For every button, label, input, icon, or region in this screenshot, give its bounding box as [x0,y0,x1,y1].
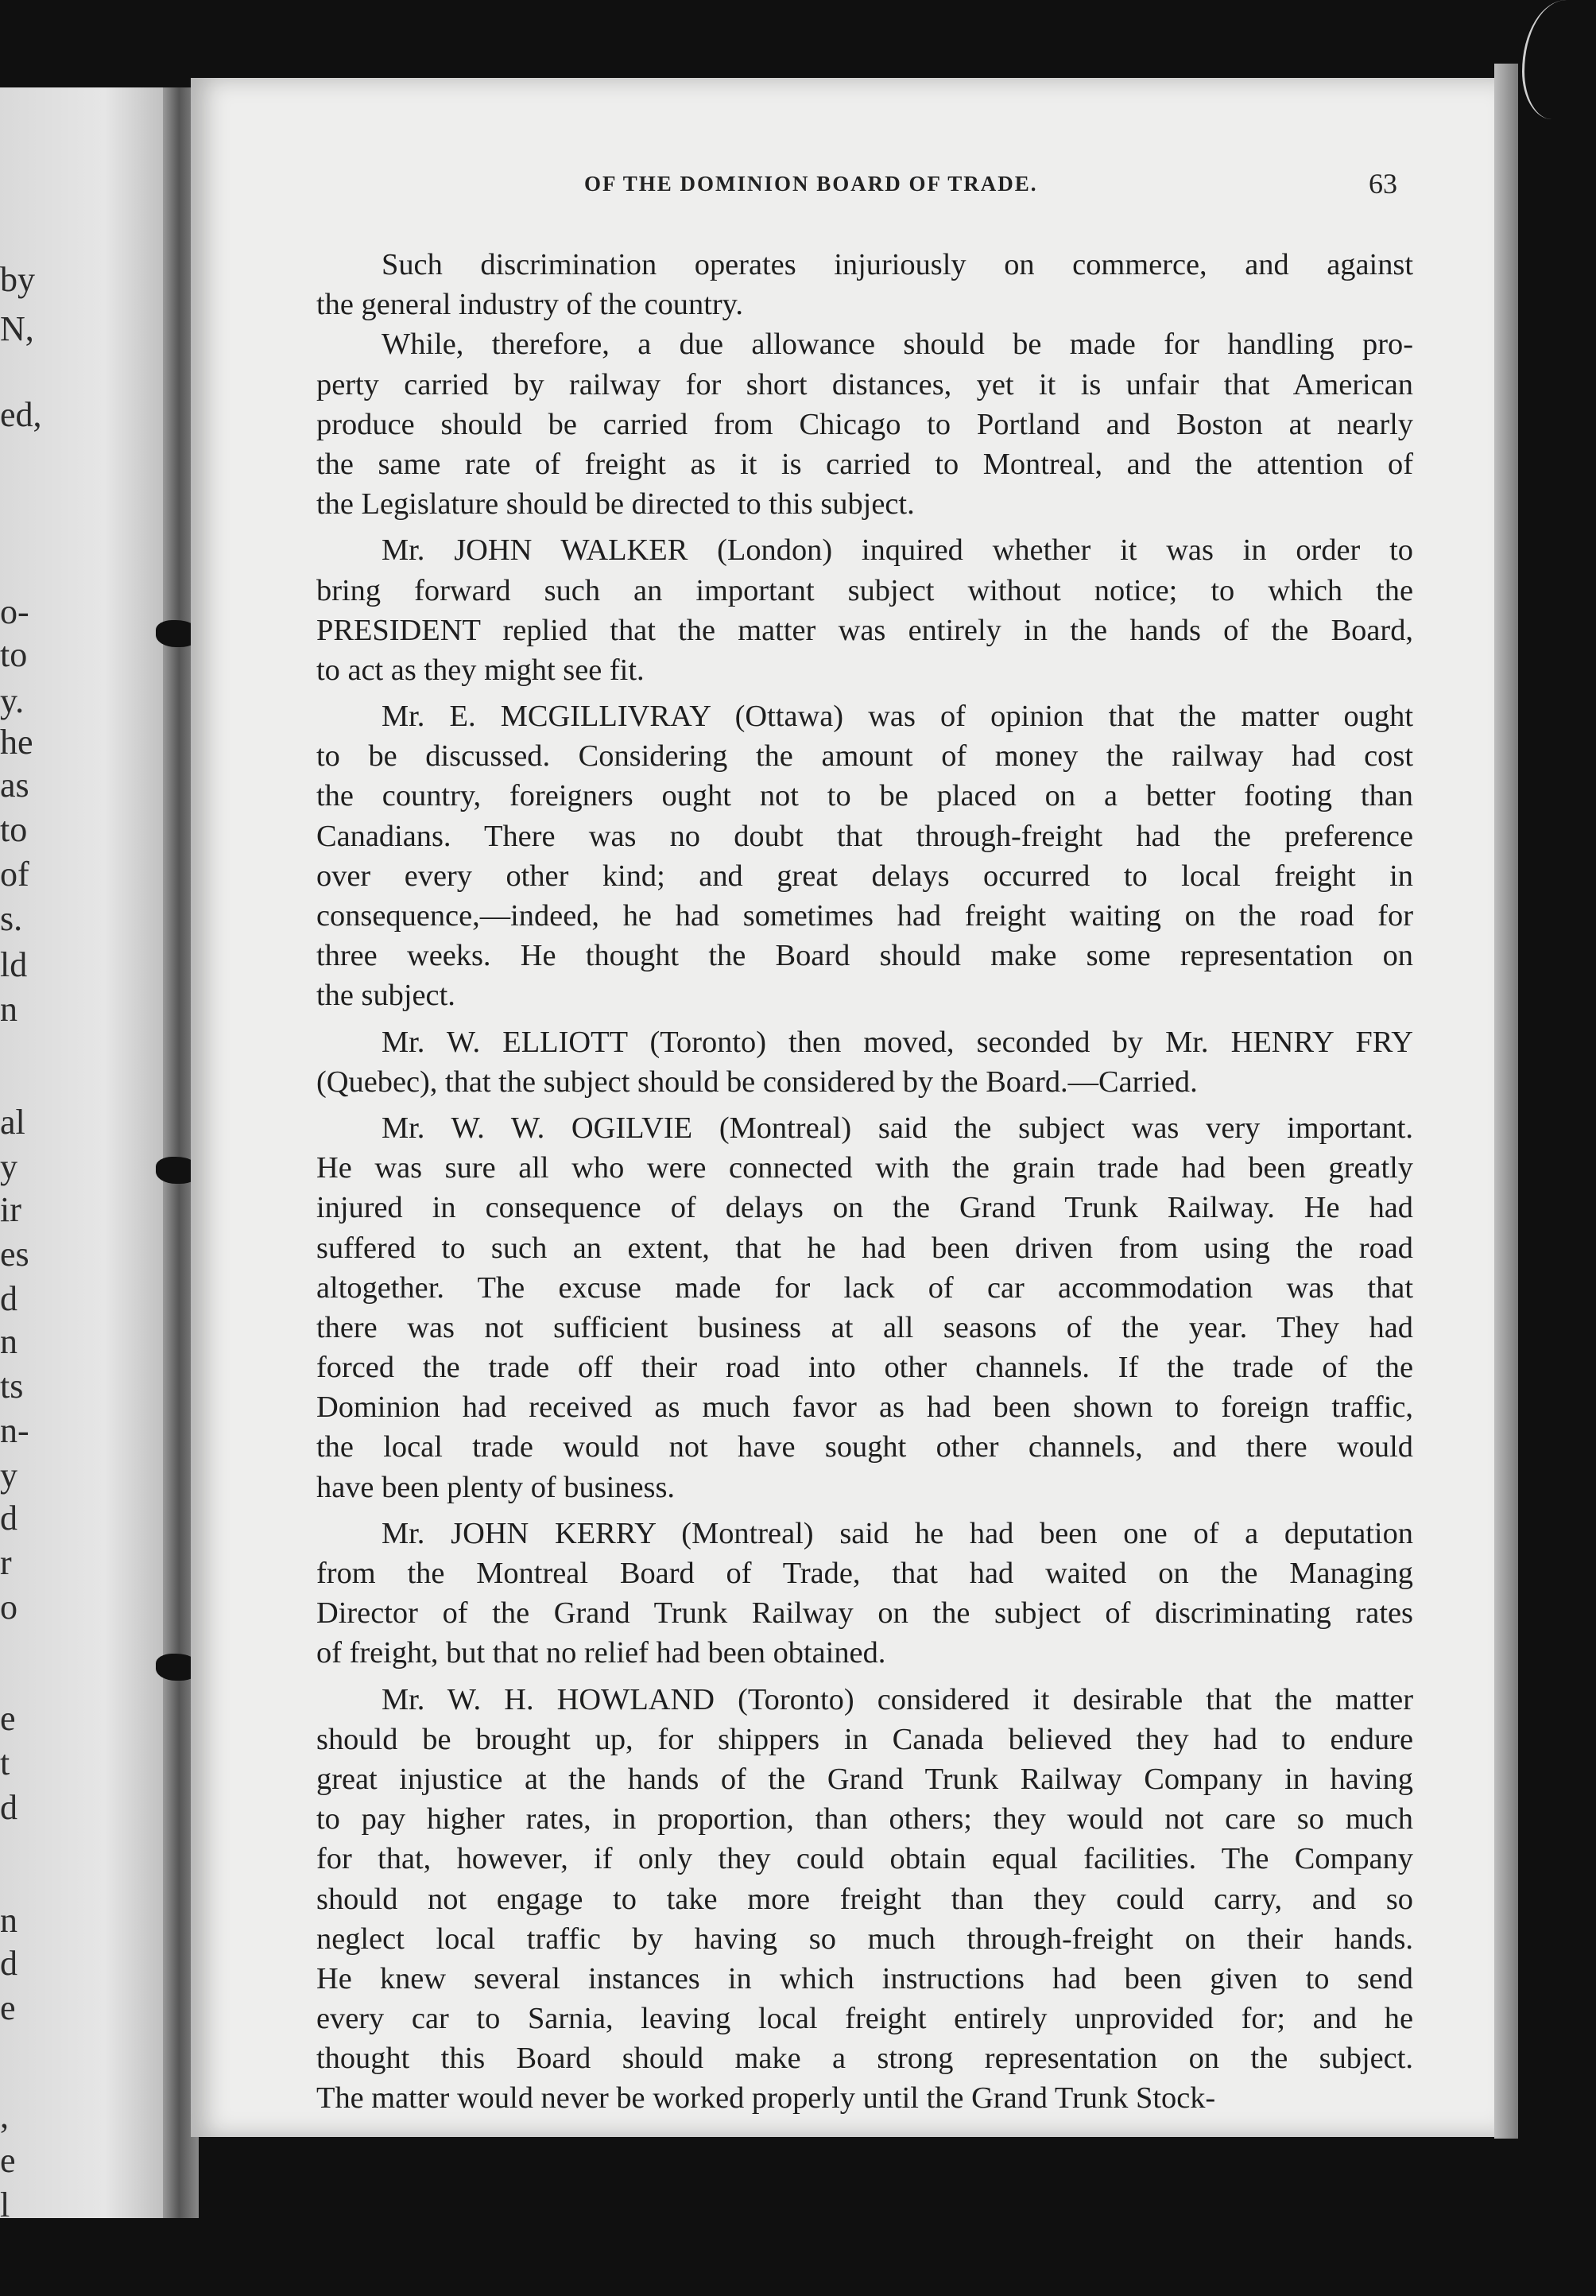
previous-page-fragment: d [0,1499,17,1538]
text-line: Such discrimination operates injuriously on commerce, and against [382,248,1413,281]
previous-page-fragment: o [0,1588,17,1627]
text-line: forced the trade off their road into other channels. If the trade of the [316,1351,1413,1385]
text-line: three weeks. He thought the Board should make some representation on [316,939,1413,973]
text-line: Mr. E. MCGILLIVRAY (Ottawa) was of opinion that the matter ought [382,700,1413,734]
text-line: PRESIDENT replied that the matter was entirely in the hands of the Board, [316,613,1413,647]
paragraph [316,324,1413,524]
previous-page-fragment: e [0,1988,16,2027]
previous-page-fragment: d [0,1944,17,1983]
previous-page-fragment: to [0,810,28,849]
paragraph [316,1680,1413,2119]
text-line: (Quebec), that the subject should be considered by the Board.—Carried. [316,1065,1198,1099]
text-line: produce should be carried from Chicago to Portland and Boston at nearly [316,407,1413,441]
body-text [316,245,1413,2119]
previous-page-fragment: , [0,2096,9,2135]
previous-page-fragment: ir [0,1190,21,1229]
previous-page-fragment: ed, [0,395,42,434]
text-line: for that, however, if only they could obtain equal facilities. The Company [316,1842,1413,1876]
text-line: the same rate of freight as it is carried to Montreal, and the attention of [316,447,1413,481]
text-line: Mr. JOHN WALKER (London) inquired whether it was in order to [382,533,1413,568]
paragraph [316,1514,1413,1674]
previous-page-fragment: y [0,1456,17,1495]
text-line: Canadians. There was no doubt that through-freight had the preference [316,819,1413,853]
page-stack-edge [1494,64,1518,2139]
text-line: have been plenty of business. [316,1470,675,1504]
previous-page-fragment: to [0,635,28,674]
previous-page-fragment: t [0,1743,10,1782]
previous-page-fragment: al [0,1103,25,1142]
text-line: the Legislature should be directed to this subject. [316,487,915,522]
paragraph [316,1108,1413,1507]
text-line: over every other kind; and great delays occurred to local freight in [316,859,1413,893]
previous-page-fragment: y [0,1147,17,1186]
text-line: the subject. [316,979,455,1013]
previous-page-fragment: N, [0,309,34,348]
previous-page-fragment: y. [0,681,25,720]
text-line: to be discussed. Considering the amount of money the railway had cost [316,739,1413,774]
previous-page-fragment: by [0,260,35,299]
text-line: Mr. JOHN KERRY (Montreal) said he had been one of a deputation [382,1516,1413,1550]
text-line: perty carried by railway for short distances, yet it is unfair that American [316,367,1413,401]
text-line: injured in consequence of delays on the Grand Trunk Railway. He had [316,1191,1413,1225]
text-line: bring forward such an important subject without notice; to which the [316,573,1413,607]
text-line: While, therefore, a due allowance should be made for handling pro- [382,328,1413,362]
previous-page-fragment: r [0,1543,12,1582]
text-line: He was sure all who were connected with the grain trade had been greatly [316,1151,1413,1185]
running-head-title: OF THE DOMINION BOARD OF TRADE. [584,172,1038,196]
text-line: He knew several instances in which instructions had been given to send [316,1961,1413,1995]
text-line: Mr. W. ELLIOTT (Toronto) then moved, seconded by Mr. HENRY FRY [382,1025,1413,1059]
text-line: consequence,—indeed, he had sometimes had freight waiting on the road for [316,899,1413,933]
paragraph-gap [316,1102,1413,1108]
text-line: altogether. The excuse made for lack of car accommodation was that [316,1270,1413,1305]
paragraph-gap [316,524,1413,530]
previous-page-fragment: he [0,723,33,762]
previous-page-fragment: e [0,2141,16,2180]
paragraph [316,245,1413,324]
text-line: should be brought up, for shippers in Canada believed they had to endure [316,1722,1413,1756]
previous-page-fragment: es [0,1235,29,1274]
paragraph-gap [316,690,1413,696]
text-line: thought this Board should make a strong representation on the subject. [316,2042,1413,2076]
previous-page-fragment: l [0,2185,10,2224]
text-line: to pay higher rates, in proportion, than others; they would not care so much [316,1802,1413,1836]
previous-page-fragment: s. [0,899,23,938]
previous-page-fragment: e [0,1699,16,1738]
text-line: The matter would never be worked properly until the Grand Trunk Stock- [316,2081,1216,2116]
previous-page-fragment: o- [0,592,29,631]
text-line: of freight, but that no relief had been obtained. [316,1636,886,1670]
paragraph [316,1022,1413,1102]
paragraph [316,530,1413,690]
book-page [191,78,1498,2137]
paragraph-gap [316,1674,1413,1680]
text-line: there was not sufficient business at all seasons of the year. They had [316,1310,1413,1344]
text-line: suffered to such an extent, that he had been driven from using the road [316,1231,1413,1265]
paragraph-gap [316,1507,1413,1514]
text-line: Dominion had received as much favor as had been shown to foreign traffic, [316,1390,1413,1425]
text-line: the local trade would not have sought other channels, and there would [316,1430,1413,1464]
page-number: 63 [1369,168,1397,200]
previous-page-fragment: n- [0,1411,29,1450]
text-line: every car to Sarnia, leaving local freight entirely unprovided for; and he [316,2002,1413,2036]
text-line: great injustice at the hands of the Grand Trunk Railway Company in having [316,1762,1413,1796]
text-line: Director of the Grand Trunk Railway on the subject of discriminating rates [316,1596,1413,1631]
text-line: should not engage to take more freight than they could carry, and so [316,1882,1413,1916]
text-line: Mr. W. W. OGILVIE (Montreal) said the subject was very important. [382,1111,1413,1145]
previous-page-fragment: d [0,1279,17,1318]
page-curl-edge [1522,0,1596,119]
previous-page-fragment: n [0,990,17,1029]
paragraph-gap [316,1016,1413,1022]
previous-page-fragment: of [0,855,29,894]
text-line: to act as they might see fit. [316,653,645,687]
previous-page-fragment: n [0,1322,17,1361]
running-head [191,168,1498,204]
previous-page-fragment: as [0,766,29,805]
previous-page-fragment: ld [0,945,28,984]
previous-page-fragment: n [0,1901,17,1940]
text-line: from the Montreal Board of Trade, that had waited on the Managing [316,1557,1413,1590]
previous-page-fragment: d [0,1788,17,1827]
text-line: Mr. W. H. HOWLAND (Toronto) considered it desirable that the matter [382,1682,1413,1716]
paragraph [316,696,1413,1016]
previous-page-fragment: ts [0,1367,24,1406]
text-line: the general industry of the country. [316,288,743,322]
text-line: the country, foreigners ought not to be placed on a better footing than [316,779,1413,813]
text-line: neglect local traffic by having so much through-freight on their hands. [316,1922,1413,1956]
